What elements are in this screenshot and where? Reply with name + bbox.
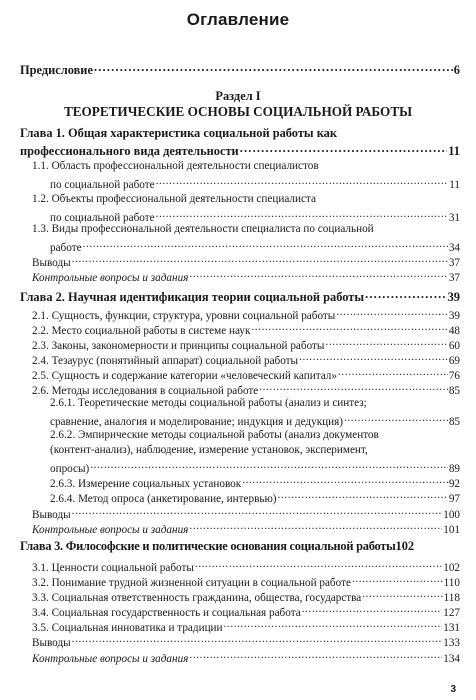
leader-dots — [240, 142, 448, 155]
toc-page-number: 69 — [448, 355, 460, 367]
toc-entry-label: Выводы — [32, 637, 71, 649]
toc-entry-label: 2.5. Сущность и содержание категории «человеческий капитал» — [32, 370, 337, 382]
toc-entry-label: по социальной работе — [50, 179, 155, 191]
toc-page-number: 6 — [453, 63, 460, 77]
section-title: ТЕОРЕТИЧЕСКИЕ ОСНОВЫ СОЦИАЛЬНОЙ РАБОТЫ — [63, 104, 413, 119]
leader-dots — [189, 268, 447, 281]
leader-dots — [156, 208, 448, 221]
toc-entry-label: Выводы — [32, 509, 71, 521]
toc-entry-ch3-questions[interactable] — [32, 649, 460, 666]
toc-entry-label: 2.3. Законы, закономерности и принципы социальной работы — [32, 340, 325, 352]
leader-dots — [338, 366, 448, 379]
leader-dots — [83, 238, 448, 251]
toc-entry-2-6-2-line2: (контент-анализ), наблюдение, измерение установок, эксперимент, — [50, 444, 368, 456]
toc-page-number: 11 — [449, 179, 460, 191]
toc-entry-ch2-questions[interactable] — [32, 520, 460, 537]
toc-entry-label: Контрольные вопросы и задания — [32, 653, 189, 665]
toc-page-number: 76 — [448, 370, 460, 382]
leader-dots — [278, 489, 448, 502]
toc-entry-2-6-1-line1: 2.6.1. Теоретические методы социальной работы (анализ и синтез; — [50, 397, 367, 409]
toc-page-number: 133 — [443, 637, 460, 649]
toc-page-number: 102 — [395, 539, 415, 553]
toc-page-number: 101 — [443, 524, 460, 536]
leader-dots — [189, 649, 442, 662]
toc-page-number: 110 — [443, 577, 460, 589]
toc-page-number: 127 — [443, 607, 460, 619]
toc-page-number: 31 — [448, 212, 460, 224]
leader-dots — [72, 633, 443, 646]
toc-entry-ch1-questions[interactable] — [32, 268, 460, 285]
leader-dots — [365, 288, 447, 301]
toc-entry-label: 3.4. Социальная государственность и социальная работа — [32, 607, 301, 619]
page-title: Оглавление — [186, 10, 290, 29]
leader-dots — [90, 459, 448, 472]
toc-entry-label: сравнение, аналогия и моделирование; индукция и дедукция) — [50, 416, 343, 428]
toc-page-number: 11 — [448, 144, 460, 158]
toc-entry-label: 2.6.3. Измерение социальных установок — [50, 478, 242, 490]
toc-page-number: 60 — [448, 340, 460, 352]
leader-dots — [195, 558, 442, 571]
toc-entry-label: 3.3. Социальная ответственность гражданина, общества, государства — [32, 592, 362, 604]
toc-page-number: 100 — [443, 509, 460, 521]
toc-page-number: 85 — [448, 416, 460, 428]
toc-entry-chapter-3[interactable] — [20, 540, 460, 553]
toc-entry-label: 2.2. Место социальной работы в системе наук — [32, 325, 251, 337]
leader-dots — [242, 474, 448, 487]
toc-entry-label: 2.6. Методы исследования в социальной работе — [32, 385, 259, 397]
toc-entry-1-1-line1: 1.1. Область профессиональной деятельности специалистов — [32, 160, 319, 172]
leader-dots — [344, 412, 448, 425]
leader-dots — [352, 573, 443, 586]
toc-entry-label: 3.1. Ценности социальной работы — [32, 562, 194, 574]
leader-dots — [299, 351, 448, 364]
toc-entry-2-6-4[interactable] — [50, 489, 460, 506]
leader-dots — [72, 253, 448, 266]
toc-entry-1-3-line1: 1.3. Виды профессиональной деятельности специалиста по социальной — [32, 223, 374, 235]
toc-page-number: 118 — [443, 592, 460, 604]
toc-entry-2-6[interactable] — [32, 381, 460, 398]
toc-entry-label: 2.4. Тезаурус (понятийный аппарат) социальной работы — [32, 355, 299, 367]
toc-entry-preface[interactable] — [20, 61, 460, 77]
leader-dots — [259, 381, 448, 394]
toc-page-number: 131 — [443, 622, 460, 634]
toc-page-number: 102 — [443, 562, 460, 574]
toc-entry-label: Предисловие — [20, 63, 93, 77]
toc-page-number: 85 — [448, 385, 460, 397]
toc-entry-chapter-1[interactable] — [20, 142, 460, 158]
toc-entry-label: по социальной работе — [50, 212, 155, 224]
toc-entry-label: Контрольные вопросы и задания — [32, 272, 189, 284]
leader-dots — [302, 603, 443, 616]
toc-page-number: 37 — [448, 257, 460, 269]
leader-dots — [72, 505, 443, 518]
toc-page-number: 89 — [448, 463, 460, 475]
leader-dots — [94, 61, 453, 74]
toc-entry-label: Глава 2. Научная идентификация теории социальной работы — [20, 290, 365, 304]
toc-page-number: 92 — [448, 478, 460, 490]
leader-dots — [325, 336, 447, 349]
page-number: 3 — [450, 684, 456, 695]
toc-page-number: 39 — [447, 290, 460, 304]
toc-entry-label: Глава 3. Философские и политические основания социальной работы — [20, 539, 396, 553]
toc-entry-label: работе — [50, 242, 82, 254]
toc-page-number: 48 — [448, 325, 460, 337]
toc-page-number: 134 — [443, 653, 460, 665]
leader-dots — [362, 588, 442, 601]
toc-entry-2-6-2-line1: 2.6.2. Эмпирические методы социальной работы (анализ документов — [50, 429, 379, 441]
toc-entry-1-1[interactable] — [50, 175, 460, 192]
toc-entry-2-6-1[interactable] — [50, 412, 460, 429]
toc-entry-label: Выводы — [32, 257, 71, 269]
toc-entry-label: опросы) — [50, 463, 90, 475]
toc-entry-label: 2.1. Сущность, функции, структура, уровни социальной работы — [32, 310, 336, 322]
toc-entry-1-2-line1: 1.2. Объекты профессиональной деятельности специалиста — [32, 193, 316, 205]
toc-entry-label: 3.2. Понимание трудной жизненной ситуации в социальной работе — [32, 577, 351, 589]
toc-entry-label: профессионального вида деятельности — [20, 144, 239, 158]
leader-dots — [224, 618, 443, 631]
chapter-1-title-line1: Глава 1. Общая характеристика социальной работы как — [20, 126, 337, 140]
toc-page-number: 34 — [448, 242, 460, 254]
toc-entry-ch3-conclusions[interactable] — [32, 633, 460, 650]
section-name: Раздел I — [215, 89, 261, 103]
toc-entry-label: Контрольные вопросы и задания — [32, 524, 189, 536]
leader-dots — [336, 306, 447, 319]
toc-page-number: 37 — [448, 272, 460, 284]
toc-page-number: 39 — [448, 310, 460, 322]
toc-entry-label: 3.5. Социальная инноватика и традиции — [32, 622, 223, 634]
leader-dots — [251, 321, 447, 334]
toc-page-number: 97 — [448, 493, 460, 505]
leader-dots — [156, 175, 449, 188]
toc-entry-chapter-2[interactable] — [20, 288, 460, 304]
toc-entry-label: 2.6.4. Метод опроса (анкетирование, интервью) — [50, 493, 277, 505]
leader-dots — [189, 520, 442, 533]
